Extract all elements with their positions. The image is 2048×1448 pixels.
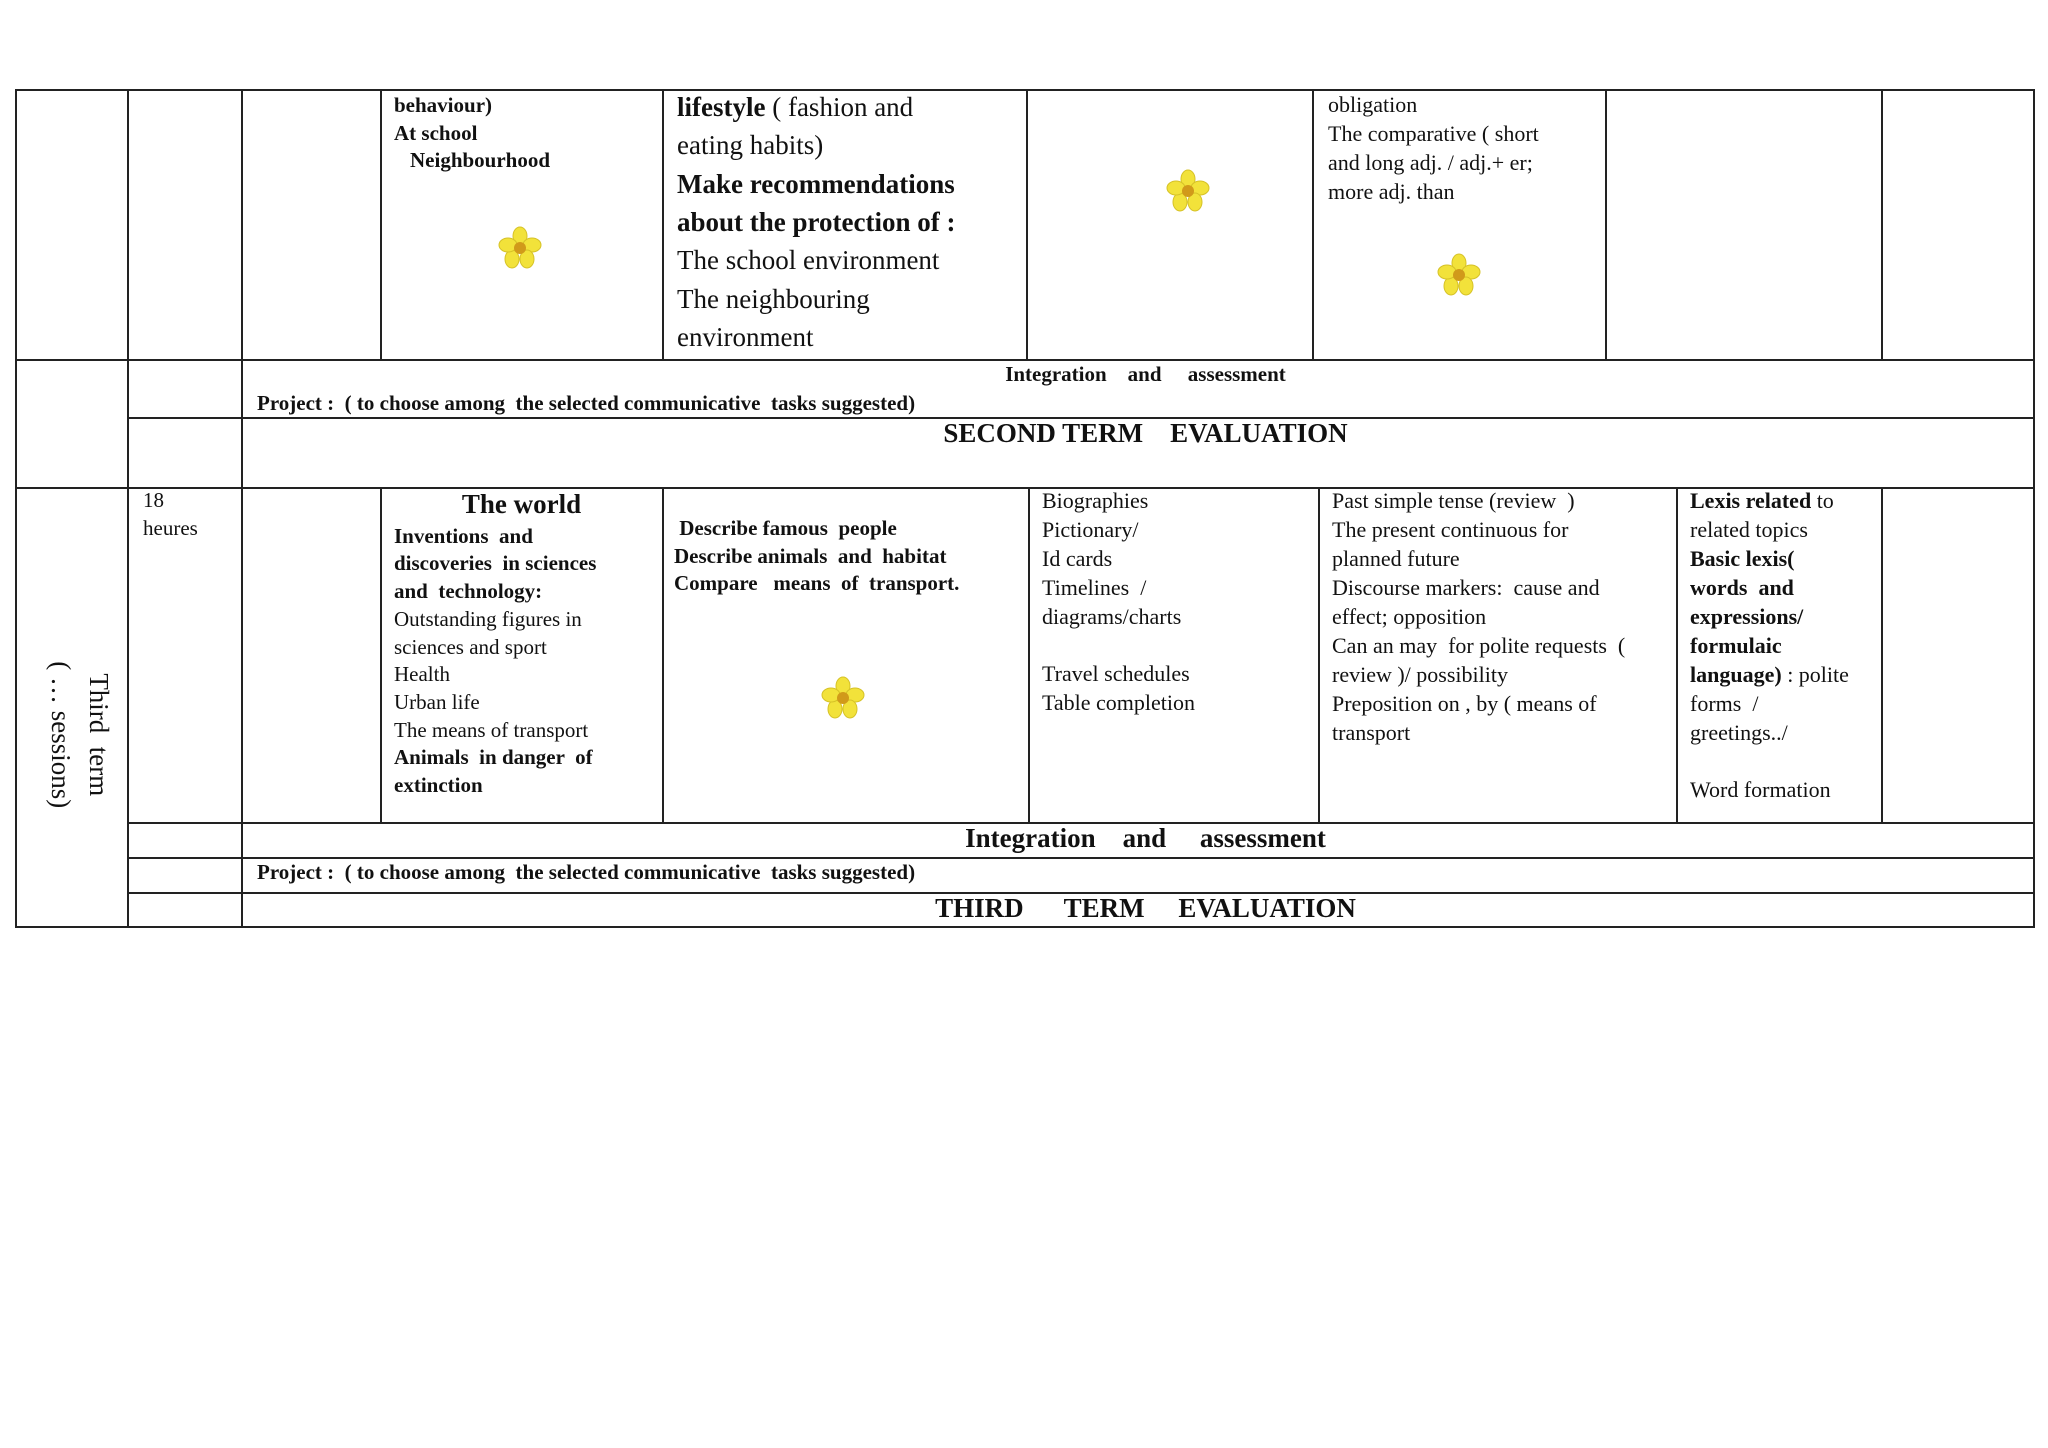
theme-line: At school bbox=[394, 120, 478, 145]
grammar-line: effect; opposition bbox=[1332, 604, 1487, 630]
lexis-line: words and bbox=[1690, 575, 1794, 601]
grammar-line: Discourse markers: cause and bbox=[1332, 575, 1600, 601]
function-line: environment bbox=[677, 321, 814, 352]
text-type-line: Timelines / bbox=[1042, 575, 1147, 601]
theme-line: sciences and sport bbox=[394, 634, 547, 659]
theme-line: Inventions and bbox=[394, 523, 533, 548]
flower-icon bbox=[820, 675, 866, 721]
third-term-integration: Integration and assessment bbox=[965, 823, 1326, 853]
third-term-label: Third term ( … sessions) bbox=[46, 661, 114, 809]
grammar-line: Preposition on , by ( means of bbox=[1332, 691, 1597, 717]
theme-line: extinction bbox=[394, 773, 483, 798]
function-line: The school environment bbox=[677, 245, 940, 276]
lexis-line: language) : polite bbox=[1690, 662, 1849, 688]
lexis-line: related topics bbox=[1690, 517, 1808, 543]
theme-title: The world bbox=[461, 489, 582, 519]
third-term-functions-cell bbox=[674, 515, 1014, 598]
third-term-evaluation: THIRD TERM EVALUATION bbox=[935, 893, 1356, 923]
theme-line: and technology: bbox=[394, 579, 543, 604]
text-type-line: Pictionary/ bbox=[1042, 517, 1139, 543]
lexis-line: formulaic bbox=[1690, 633, 1782, 659]
third-term-grammar-cell bbox=[1332, 486, 1672, 747]
second-term-project: Project : ( to choose among the selected communicative tasks suggested) bbox=[257, 391, 916, 415]
grammar-line: obligation bbox=[1328, 92, 1418, 117]
lexis-line: Lexis related to bbox=[1690, 488, 1834, 513]
theme-line: The means of transport bbox=[394, 717, 589, 742]
text-type-line bbox=[1042, 631, 1312, 659]
theme-line: Outstanding figures in bbox=[394, 606, 582, 631]
functions-cell-continued bbox=[677, 88, 1017, 356]
function-line: Describe famous people bbox=[674, 516, 897, 540]
lexis-line bbox=[1690, 747, 1890, 775]
flower-icon bbox=[1436, 252, 1482, 298]
function-line: lifestyle ( fashion and bbox=[677, 92, 914, 122]
lexis-line: greetings../ bbox=[1690, 720, 1788, 746]
theme-line: discoveries in sciences bbox=[394, 551, 597, 576]
theme-line: Animals in danger of bbox=[394, 745, 593, 770]
grammar-line: and long adj. / adj.+ er; bbox=[1328, 150, 1533, 176]
function-line: about the protection of : bbox=[677, 206, 956, 237]
grammar-line: transport bbox=[1332, 720, 1411, 746]
grammar-line: Can an may for polite requests ( bbox=[1332, 633, 1626, 659]
grammar-line: The comparative ( short bbox=[1328, 121, 1539, 147]
grammar-line: review )/ possibility bbox=[1332, 662, 1508, 688]
flower-icon bbox=[1165, 168, 1211, 214]
second-term-evaluation: SECOND TERM EVALUATION bbox=[943, 418, 1348, 448]
third-term-project: Project : ( to choose among the selected communicative tasks suggested) bbox=[257, 860, 916, 884]
third-term-lexis-cell bbox=[1690, 486, 1890, 804]
flower-icon bbox=[497, 225, 543, 271]
function-line: Compare means of transport. bbox=[674, 571, 960, 596]
grammar-cell-continued bbox=[1328, 90, 1598, 206]
theme-cell-continued bbox=[394, 92, 664, 175]
theme-line: Neighbourhood bbox=[410, 148, 551, 173]
third-term-text-types-cell bbox=[1042, 486, 1312, 717]
second-term-integration: Integration and assessment bbox=[1005, 362, 1286, 386]
third-term-theme-cell bbox=[394, 487, 664, 800]
lexis-line: expressions/ bbox=[1690, 604, 1804, 630]
lexis-line: Basic lexis( bbox=[1690, 546, 1795, 572]
lexis-line: forms / bbox=[1690, 691, 1759, 717]
function-line: The neighbouring bbox=[677, 283, 870, 314]
theme-line: Urban life bbox=[394, 689, 480, 714]
text-type-line: Table completion bbox=[1042, 690, 1196, 716]
theme-line: behaviour) bbox=[394, 93, 493, 117]
grammar-line: planned future bbox=[1332, 546, 1460, 572]
text-type-line: Id cards bbox=[1042, 546, 1113, 572]
text-type-line: Travel schedules bbox=[1042, 661, 1190, 687]
text-type-line: Biographies bbox=[1042, 488, 1149, 513]
function-line: Make recommendations bbox=[677, 168, 955, 199]
third-term-hours: 18 heures bbox=[143, 488, 198, 540]
text-type-line: diagrams/charts bbox=[1042, 604, 1182, 630]
grammar-line: The present continuous for bbox=[1332, 517, 1569, 543]
grammar-line: Past simple tense (review ) bbox=[1332, 488, 1575, 513]
function-line: Describe animals and habitat bbox=[674, 543, 947, 568]
theme-line: Health bbox=[394, 662, 450, 687]
grammar-line: more adj. than bbox=[1328, 179, 1455, 205]
lexis-line: Word formation bbox=[1690, 777, 1831, 803]
function-line: eating habits) bbox=[677, 130, 824, 161]
